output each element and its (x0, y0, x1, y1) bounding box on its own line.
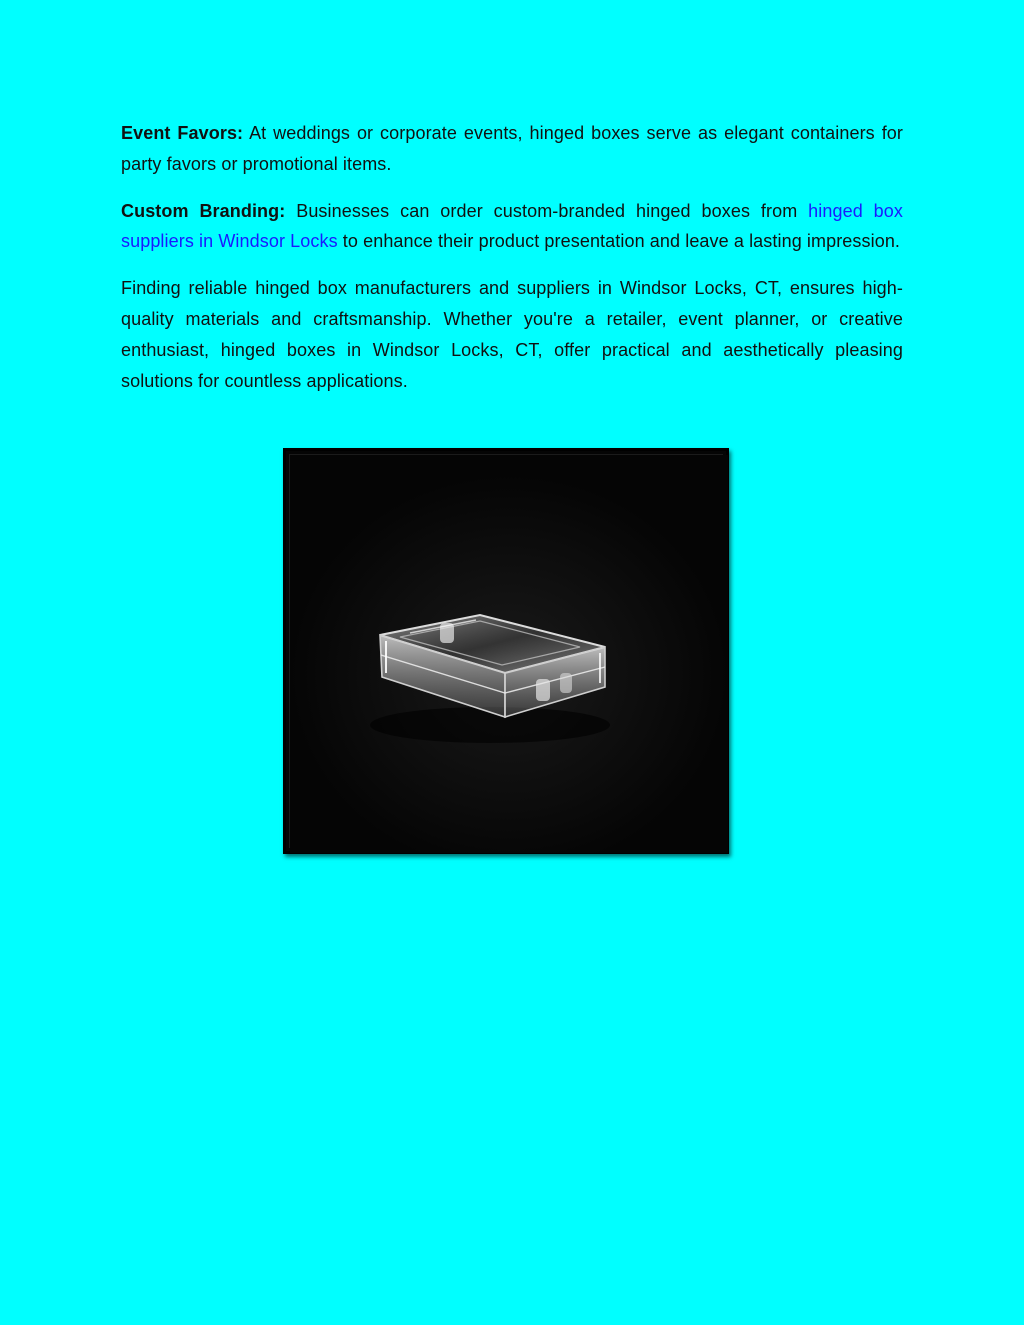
closing-paragraph: Finding reliable hinged box manufacturers and suppliers in Windsor Locks, CT, ensures high-quality materials and craftsmanship. Whether you're a retailer, event planner, or creative enthusiast, hinged boxes in Windsor Locks, CT, offer practical and aesthetically pleasing solutions for countless applications. (121, 278, 903, 391)
custom-branding-text-after: to enhance their product presentation and leave a lasting impression. (337, 231, 901, 252)
event-favors-text: At weddings or corporate events, hinged boxes serve as elegant containers for party favors or promotional items. (121, 123, 903, 174)
photo-canvas (289, 454, 723, 848)
document-body (121, 118, 903, 412)
custom-branding-text-before: Businesses can order custom-branded hinged boxes from (285, 200, 809, 221)
suppliers-link[interactable]: hinged box suppliers in Windsor Locks (121, 200, 904, 252)
event-favors-paragraph (121, 118, 903, 180)
custom-branding-heading: Custom Branding: (121, 200, 286, 221)
product-photo (283, 448, 729, 854)
clear-hinged-plastic-box-icon (290, 455, 728, 853)
event-favors-heading: Event Favors: (121, 123, 244, 143)
custom-branding-paragraph (121, 196, 903, 258)
